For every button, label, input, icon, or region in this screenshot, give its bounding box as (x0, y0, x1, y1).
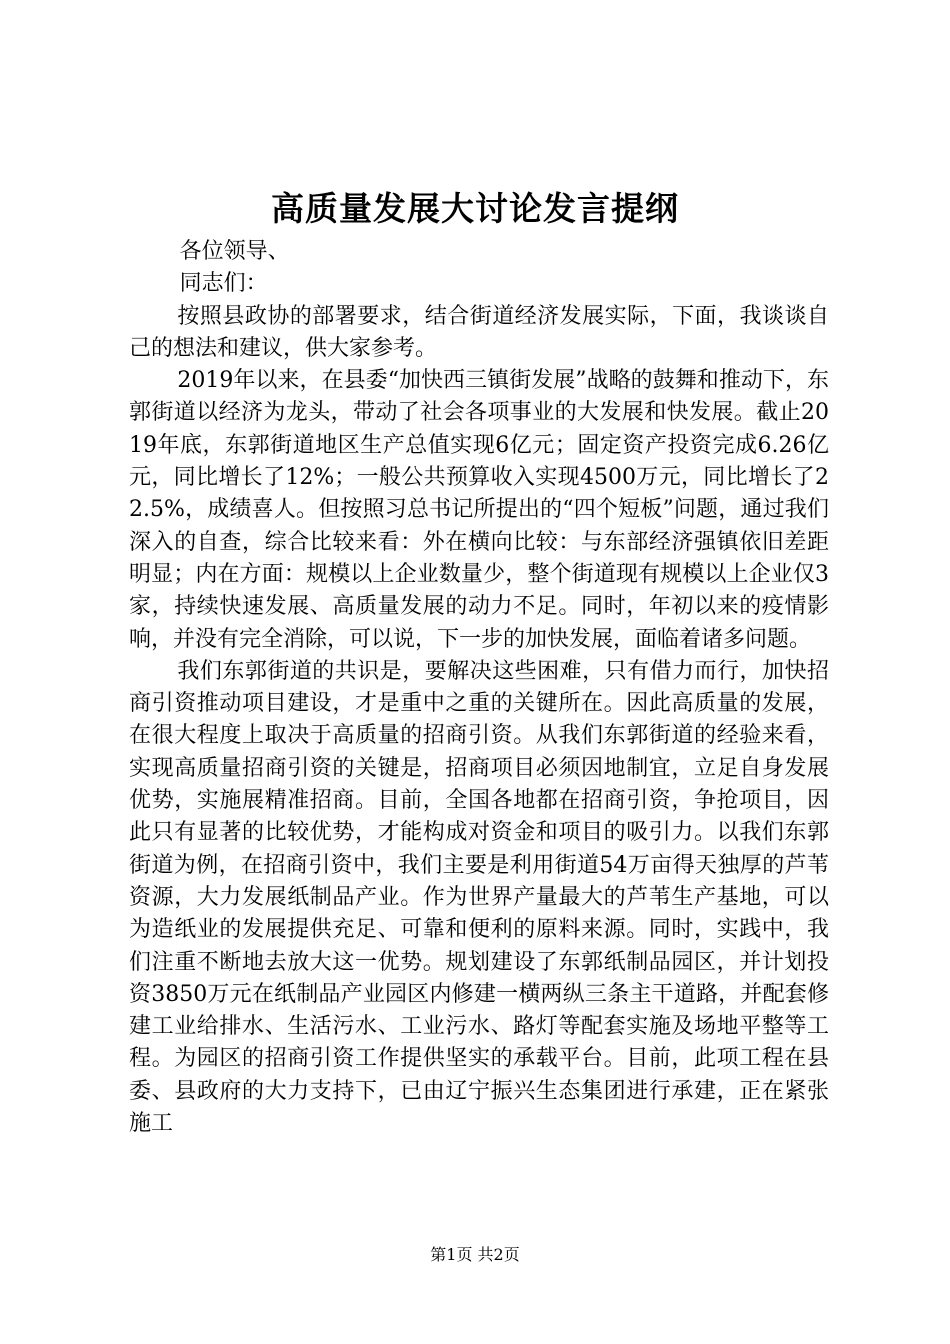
document-title: 高质量发展大讨论发言提纲 (271, 189, 679, 228)
paragraph-intro: 按照县政协的部署要求，结合街道经济发展实际，下面，我谈谈自己的想法和建议，供大家参考。 (129, 303, 829, 361)
salutation-comrades: 同志们： (179, 271, 268, 297)
paragraph-investment: 我们东郭街道的共识是，要解决这些困难，只有借力而行，加快招商引资推动项目建设，才是重中之重的关键所在。因此高质量的发展，在很大程度上取决于高质量的招商引资。从我们东郭街道的经验来看，实现高质量招商引资的关键是，招商项目必须因地制宜，立足自身发展优势，实施展精准招商。目前，全国各地都在招商引资，争抢项目，因此只有显著的比较优势，才能构成对资金和项目的吸引力。以我们东郭街道为例，在招商引资中，我们主要是利用街道54万亩得天独厚的芦苇资源，大力发展纸制品产业。作为世界产量最大的芦苇生产基地，可以为造纸业的发展提供充足、可靠和便利的原料来源。同时，实践中，我们注重不断地去放大这一优势。规划建设了东郭纸制品园区，并计划投资3850万元在纸制品产业园区内修建一横两纵三条主干道路，并配套修建工业给排水、生活污水、工业污水、路灯等配套实施及场地平整等工程。为园区的招商引资工作提供坚实的承载平台。目前，此项工程在县委、县政府的大力支持下，已由辽宁振兴生态集团进行承建，正在紧张施工 (129, 658, 829, 1137)
paragraph-achievements: 2019年以来，在县委“加快西三镇街发展”战略的鼓舞和推动下，东郭街道以经济为龙头，带动了社会各项事业的大发展和快发展。截止2019年底，东郭街道地区生产总值实现6亿元；固定资产投资完成6.26亿元，同比增长了12%；一般公共预算收入实现4500万元，同比增长了22.5%，成绩喜人。但按照习总书记所提出的“四个短板”问题，通过我们深入的自查，综合比较来看：外在横向比较：与东部经济强镇依旧差距明显；内在方面：规模以上企业数量少，整个街道现有规模以上企业仅3家，持续快速发展、高质量发展的动力不足。同时，年初以来的疫情影响，并没有完全消除，可以说，下一步的加快发展，面临着诸多问题。 (129, 368, 829, 652)
page-footer: 第1页 共2页 (430, 1245, 520, 1264)
document-body (129, 236, 829, 1140)
salutation-leaders: 各位领导、 (179, 239, 290, 264)
